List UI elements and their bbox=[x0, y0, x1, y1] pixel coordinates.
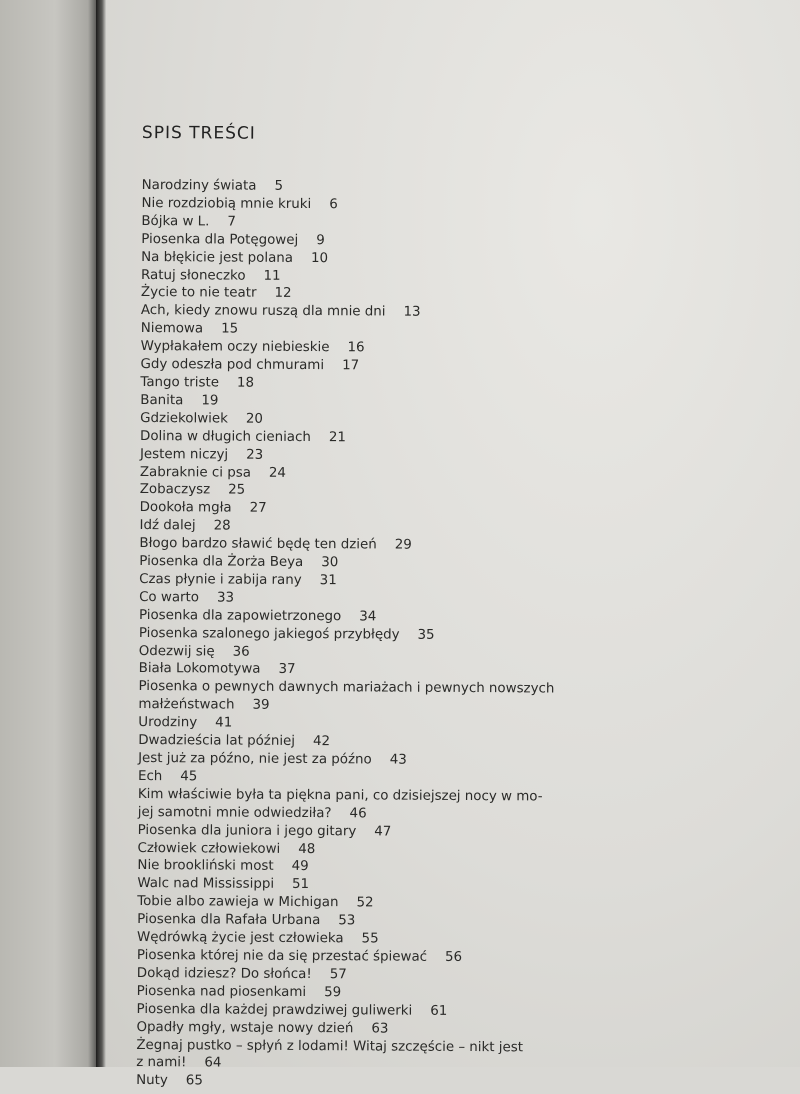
toc-entry-page: 28 bbox=[213, 518, 231, 534]
toc-entry-title: Ech bbox=[137, 768, 163, 785]
toc-entry-page: 53 bbox=[338, 913, 356, 929]
toc-entry-page: 49 bbox=[291, 859, 309, 875]
toc-entry-title: Gdy odeszła pod chmurami bbox=[140, 357, 325, 374]
toc-entry-page: 13 bbox=[403, 304, 421, 321]
toc-entry-title: Ach, kiedy znowu ruszą dla mnie dni bbox=[140, 303, 386, 320]
toc-entry-title: Nuty bbox=[136, 1073, 168, 1089]
toc-entry-page: 31 bbox=[319, 573, 337, 589]
toc-entry-title: Urodziny bbox=[138, 715, 198, 731]
toc-entry-title: Gdziekolwiek bbox=[140, 410, 228, 427]
toc-entry-title: Tango triste bbox=[140, 374, 220, 391]
toc-entry-title: Bójka w L. bbox=[141, 213, 210, 230]
toc-entry-title: Dokąd idziesz? Do słońca! bbox=[136, 965, 312, 982]
toc-entry-page: 5 bbox=[274, 178, 284, 194]
toc-entry-page: 10 bbox=[310, 250, 329, 266]
toc-entry-page: 33 bbox=[216, 590, 235, 606]
toc-entry-page: 61 bbox=[430, 1003, 448, 1019]
toc-entry-page: 30 bbox=[321, 555, 339, 571]
toc-entry-title: Piosenka której nie da się przestać śpiewać bbox=[136, 947, 428, 965]
toc-entry-page: 63 bbox=[371, 1021, 389, 1037]
toc-entry-title: Piosenka dla każdej prawdziwej guliwerki bbox=[136, 1001, 413, 1019]
toc-entry-page: 51 bbox=[292, 877, 310, 893]
toc-entry-title: Na błękicie jest polana bbox=[141, 249, 294, 266]
toc-entry-title: Nie brookliński most bbox=[137, 858, 274, 875]
toc-list bbox=[136, 177, 782, 1094]
toc-entry-title: z nami! bbox=[136, 1055, 187, 1071]
toc-entry-page: 21 bbox=[328, 429, 346, 445]
toc-entry-title: małżeństwach bbox=[138, 697, 235, 713]
toc-entry-page: 64 bbox=[204, 1055, 222, 1071]
toc-entry-page: 56 bbox=[444, 949, 463, 965]
toc-entry-title: Piosenka dla Potęgowej bbox=[141, 231, 299, 248]
toc-entry-page: 55 bbox=[361, 931, 379, 947]
toc-entry-title: Zabraknie ci psa bbox=[139, 464, 251, 481]
toc-entry-page: 11 bbox=[263, 268, 281, 284]
toc-entry-title: Dolina w długich cieniach bbox=[140, 428, 311, 445]
toc-entry-page: 42 bbox=[312, 734, 331, 750]
toc-entry-page: 36 bbox=[232, 644, 250, 660]
toc-entry-title: Banita bbox=[140, 392, 184, 409]
toc-entry-page: 27 bbox=[249, 500, 267, 517]
toc-entry-title: Czas płynie i zabija rany bbox=[139, 571, 302, 588]
toc-entry-title: Piosenka o pewnych dawnych mariażach i pewnych nowszych bbox=[138, 679, 555, 697]
toc-entry-page: 24 bbox=[268, 465, 287, 481]
toc-entry-page: 34 bbox=[359, 609, 377, 625]
toc-entry-title: Piosenka dla zapowietrzonego bbox=[138, 607, 342, 624]
toc-entry-title: Wędrówką życie jest człowieka bbox=[136, 930, 344, 947]
toc-entry-page: 6 bbox=[329, 197, 338, 213]
toc-entry-page: 37 bbox=[278, 662, 296, 678]
toc-entry-page: 48 bbox=[298, 841, 316, 857]
toc-entry-title: Życie to nie teatr bbox=[140, 285, 257, 302]
toc-entry-page: 25 bbox=[228, 482, 246, 499]
toc-entry-page: 19 bbox=[201, 393, 219, 409]
toc-entry-page: 18 bbox=[236, 375, 255, 391]
toc-entry-page: 65 bbox=[185, 1073, 203, 1089]
toc-entry-title: Odezwij się bbox=[138, 643, 215, 660]
toc-entry-page: 45 bbox=[180, 769, 198, 785]
toc-entry-page: 47 bbox=[374, 824, 392, 840]
toc-entry-page: 12 bbox=[274, 286, 292, 302]
toc-entry-title: Wypłakałem oczy niebieskie bbox=[140, 339, 330, 356]
toc-entry-title: Niemowa bbox=[140, 321, 204, 337]
toc-entry-page: 15 bbox=[221, 321, 239, 337]
toc-entry-title: Ratuj słoneczko bbox=[141, 267, 246, 284]
toc-entry-page: 7 bbox=[227, 214, 236, 230]
toc-entry-title: Piosenka szalonego jakiegoś przybłędy bbox=[138, 625, 400, 643]
toc-entry-title: Walc nad Mississippi bbox=[137, 876, 275, 893]
page-edge-shadow bbox=[96, 0, 106, 1067]
toc-entry-title: Człowiek człowiekowi bbox=[137, 840, 281, 857]
toc-entry-title: jej samotni mnie odwiedziła? bbox=[137, 804, 332, 821]
toc-entry-title: Jestem niczyj bbox=[139, 446, 229, 463]
toc-entry-page: 39 bbox=[252, 697, 270, 714]
toc-entry-title: Piosenka dla Żorża Beya bbox=[139, 554, 304, 571]
toc-entry bbox=[136, 1072, 776, 1094]
toc-entry-page: 43 bbox=[389, 752, 407, 768]
toc-entry-title: Opadły mgły, wstaje nowy dzień bbox=[136, 1019, 354, 1036]
toc-entry-title: Piosenka nad piosenkami bbox=[136, 983, 307, 1000]
toc-entry-page: 57 bbox=[329, 967, 347, 983]
toc-entry-title: Co warto bbox=[139, 589, 200, 606]
toc-entry-title: Błogo bardzo sławić będę ten dzień bbox=[139, 536, 377, 553]
table-of-contents bbox=[136, 122, 782, 1089]
toc-entry-page: 41 bbox=[215, 715, 233, 731]
toc-entry-title: Narodziny świata bbox=[141, 177, 257, 194]
toc-entry-page: 9 bbox=[316, 232, 325, 248]
toc-entry-title: Tobie albo zawieja w Michigan bbox=[137, 894, 339, 911]
toc-entry-page: 23 bbox=[246, 447, 264, 463]
toc-entry-title: Nie rozdziobią mnie kruki bbox=[141, 195, 312, 212]
toc-entry-title: Idź dalej bbox=[139, 518, 196, 534]
book-gutter bbox=[0, 0, 100, 1067]
toc-entry-title: Dwadzieścia lat później bbox=[138, 733, 296, 750]
toc-entry-title: Jest już za późno, nie jest za późno bbox=[138, 750, 372, 768]
toc-entry-page: 59 bbox=[324, 984, 342, 1001]
toc-entry-page: 29 bbox=[394, 537, 412, 553]
toc-entry-page: 35 bbox=[417, 627, 435, 643]
toc-entry-title: Dookoła mgła bbox=[139, 500, 232, 516]
toc-heading: SPIS TREŚCI bbox=[141, 122, 256, 144]
toc-entry-page: 16 bbox=[347, 340, 365, 356]
toc-entry-page: 17 bbox=[342, 358, 360, 374]
toc-entry-title: Piosenka dla Rafała Urbana bbox=[137, 912, 321, 929]
toc-entry-title: Kim właściwie była ta piękna pani, co dzisiejszej nocy w mo- bbox=[137, 786, 543, 805]
toc-entry-page: 20 bbox=[245, 411, 264, 427]
toc-entry-title: Zobaczysz bbox=[139, 482, 211, 498]
toc-entry-title: Żegnaj pustko – spłyń z lodami! Witaj szczęście – nikt jest bbox=[136, 1037, 524, 1055]
toc-entry-page: 52 bbox=[356, 895, 374, 911]
toc-entry-title: Piosenka dla juniora i jego gitary bbox=[137, 822, 357, 839]
toc-entry-title: Biała Lokomotywa bbox=[138, 661, 261, 678]
toc-entry-page: 46 bbox=[349, 805, 367, 822]
